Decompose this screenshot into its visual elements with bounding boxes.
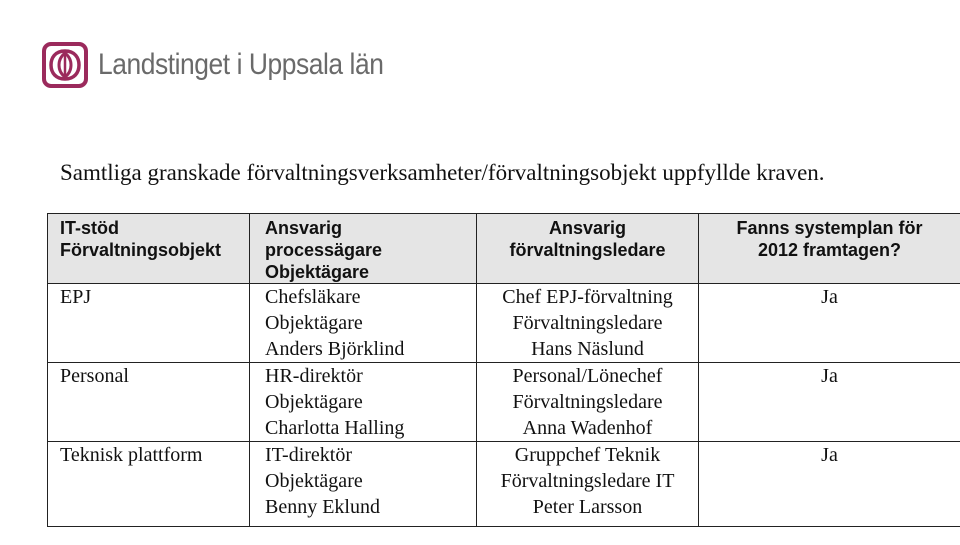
logo-text: Landstinget i Uppsala län — [98, 48, 384, 81]
table-header-row — [48, 214, 960, 284]
cell-system: Personal — [48, 363, 250, 442]
landstinget-logo-icon — [42, 42, 88, 88]
cell-plan: Ja — [699, 442, 960, 527]
cell-plan: Ja — [699, 284, 960, 363]
logo — [42, 42, 422, 88]
header-forvaltningsledare: Ansvarig förvaltningsledare — [477, 214, 699, 284]
cell-manager: Gruppchef Teknik Förvaltningsledare IT Peter Larsson — [477, 442, 699, 527]
table-row — [48, 363, 960, 442]
cell-owner: HR-direktör Objektägare Charlotta Halling — [250, 363, 477, 442]
cell-system: EPJ — [48, 284, 250, 363]
table-row — [48, 284, 960, 363]
table-row — [48, 442, 960, 527]
cell-owner: Chefsläkare Objektägare Anders Björklind — [250, 284, 477, 363]
cell-owner: IT-direktör Objektägare Benny Eklund — [250, 442, 477, 527]
intro-paragraph: Samtliga granskade förvaltningsverksamheter/förvaltningsobjekt uppfyllde kraven. — [60, 160, 825, 185]
cell-plan: Ja — [699, 363, 960, 442]
header-processagare: Ansvarig processägare Objektägare — [250, 214, 477, 284]
cell-manager: Chef EPJ-förvaltning Förvaltningsledare Hans Näslund — [477, 284, 699, 363]
cell-system: Teknisk plattform — [48, 442, 250, 527]
header-it-stod: IT-stöd Förvaltningsobjekt — [48, 214, 250, 284]
header-systemplan: Fanns systemplan för 2012 framtagen? — [699, 214, 960, 284]
governance-table — [47, 213, 960, 527]
cell-manager: Personal/Lönechef Förvaltningsledare Anna Wadenhof — [477, 363, 699, 442]
